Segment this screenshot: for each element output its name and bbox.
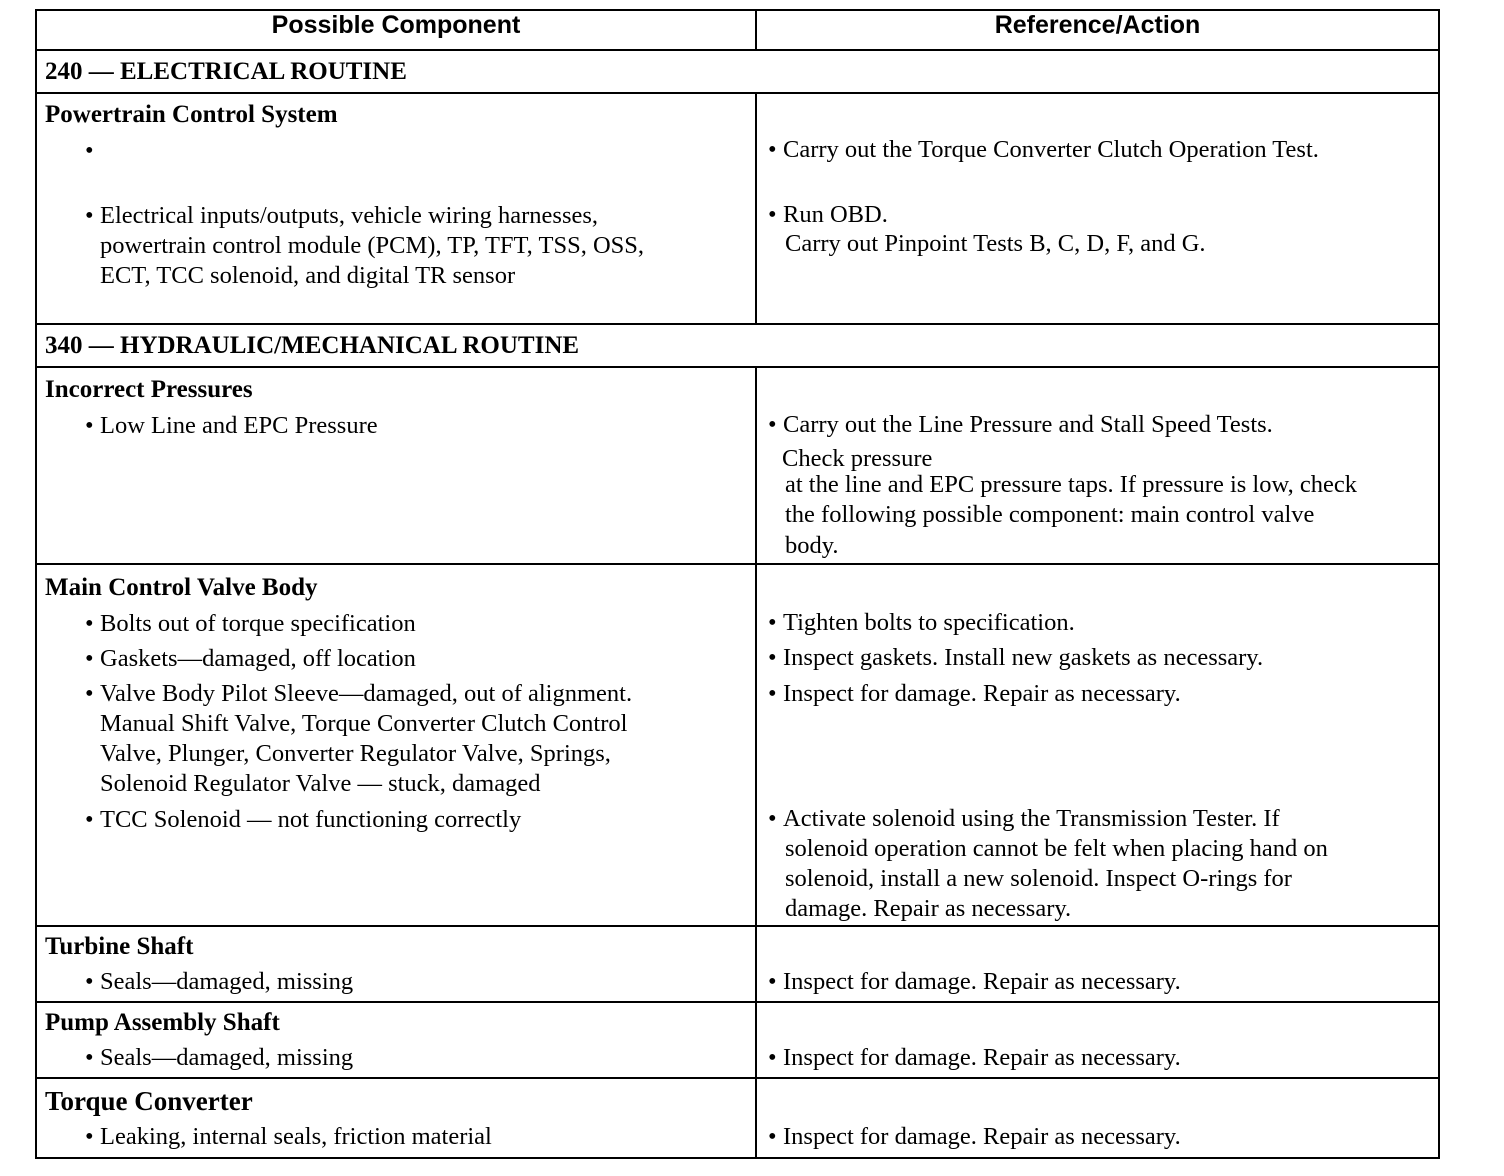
valvebody-action-2: • Inspect gaskets. Install new gaskets as necessary.	[768, 643, 1263, 673]
diagnostic-table	[35, 9, 1440, 1159]
pressures-action-line-3: at the line and EPC pressure taps. If pressure is low, check	[785, 471, 1357, 498]
row-pump-left	[36, 1002, 756, 1078]
powertrain-title: Powertrain Control System	[45, 101, 338, 128]
valvebody-action-4-line-3: solenoid, install a new solenoid. Inspect O-rings for	[785, 865, 1292, 892]
powertrain-action-1: • Carry out the Torque Converter Clutch Operation Test.	[768, 135, 1319, 165]
valvebody-item-3-line-2: Manual Shift Valve, Torque Converter Clutch Control	[100, 710, 628, 737]
pressures-action-line-5: body.	[785, 532, 839, 559]
row-valvebody-right	[756, 564, 1439, 926]
section-hydraulic-routine: 340 — HYDRAULIC/MECHANICAL ROUTINE	[36, 324, 1439, 367]
valvebody-action-4-line-2: solenoid operation cannot be felt when placing hand on	[785, 835, 1328, 862]
valvebody-action-4-line-1: • Activate solenoid using the Transmission Tester. If	[768, 804, 1280, 834]
row-powertrain-right	[756, 93, 1439, 324]
valvebody-item-4: • TCC Solenoid — not functioning correctly	[85, 805, 521, 835]
converter-action-1: • Inspect for damage. Repair as necessary.	[768, 1122, 1181, 1152]
row-converter-right	[756, 1078, 1439, 1158]
pump-title: Pump Assembly Shaft	[45, 1009, 280, 1036]
powertrain-item-2-line-3: ECT, TCC solenoid, and digital TR sensor	[100, 262, 516, 289]
pump-item-1: • Seals—damaged, missing	[85, 1043, 353, 1073]
valvebody-item-3-line-1: • Valve Body Pilot Sleeve—damaged, out of alignment.	[85, 679, 632, 709]
valvebody-item-1: • Bolts out of torque specification	[85, 609, 416, 639]
valvebody-title: Main Control Valve Body	[45, 574, 318, 601]
row-pressures-right	[756, 367, 1439, 564]
row-pressures-left	[36, 367, 756, 564]
pressures-title: Incorrect Pressures	[45, 376, 253, 403]
row-turbine-right	[756, 926, 1439, 1002]
turbine-title: Turbine Shaft	[45, 933, 194, 960]
powertrain-item-2-line-2: powertrain control module (PCM), TP, TFT, TSS, OSS,	[100, 232, 645, 259]
section-electrical-routine: 240 — ELECTRICAL ROUTINE	[36, 50, 1439, 93]
row-converter-left	[36, 1078, 756, 1158]
valvebody-action-4-line-4: damage. Repair as necessary.	[785, 895, 1072, 922]
turbine-item-1: • Seals—damaged, missing	[85, 967, 353, 997]
pump-action-1: • Inspect for damage. Repair as necessary.	[768, 1043, 1181, 1073]
pressures-action-line-2: Check pressure	[782, 445, 933, 472]
row-pump-right	[756, 1002, 1439, 1078]
valvebody-item-3-line-3: Valve, Plunger, Converter Regulator Valve, Springs,	[100, 740, 611, 767]
row-turbine-left	[36, 926, 756, 1002]
valvebody-item-3-line-4: Solenoid Regulator Valve — stuck, damaged	[100, 770, 541, 797]
header-reference-action: Reference/Action	[756, 10, 1439, 50]
valvebody-item-2: • Gaskets—damaged, off location	[85, 644, 416, 674]
converter-title: Torque Converter	[45, 1086, 253, 1116]
pressures-action-line-4: the following possible component: main control valve	[785, 501, 1315, 528]
header-possible-component: Possible Component	[36, 10, 756, 50]
valvebody-action-1: • Tighten bolts to specification.	[768, 608, 1075, 638]
turbine-action-1: • Inspect for damage. Repair as necessary.	[768, 967, 1181, 997]
powertrain-action-2-line-1: • Run OBD.	[768, 200, 888, 230]
pressures-action-line-1: • Carry out the Line Pressure and Stall Speed Tests.	[768, 410, 1273, 440]
row-valvebody-left	[36, 564, 756, 926]
pressures-item-1: • Low Line and EPC Pressure	[85, 411, 378, 441]
valvebody-action-3: • Inspect for damage. Repair as necessary.	[768, 679, 1181, 709]
powertrain-item-2-line-1: • Electrical inputs/outputs, vehicle wiring harnesses,	[85, 201, 598, 231]
powertrain-action-2-line-2: Carry out Pinpoint Tests B, C, D, F, and G.	[785, 230, 1206, 257]
row-powertrain-left	[36, 93, 756, 324]
converter-item-1: • Leaking, internal seals, friction material	[85, 1122, 492, 1152]
